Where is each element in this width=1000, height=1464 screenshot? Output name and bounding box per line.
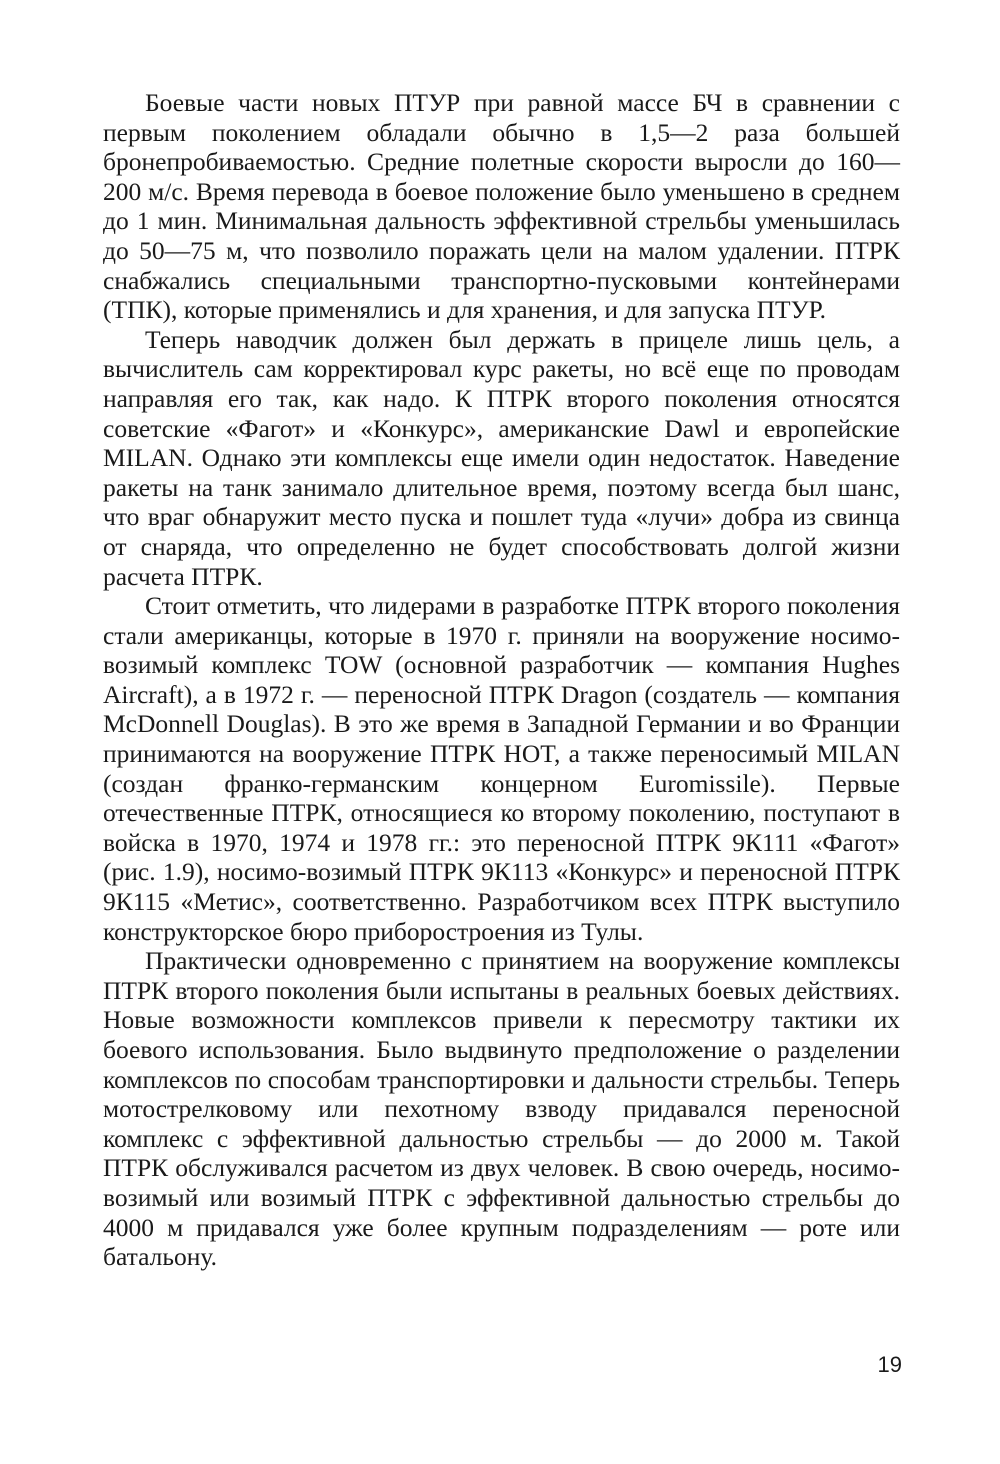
paragraph-3: Стоит отметить, что лидерами в разработке ПТРК второго поколения стали американцы, которые в 1970 г. приняли на вооружение носимо-возимый комплекс TOW (основной разработчик — компания Hughes Aircraft), а в 1972 г. — переносной ПТРК Dragon (создатель — компания McDonnell Douglas). В это же время в Западной Германии и во Франции принимаются на вооружение ПТРК HOT, а также переносимый MILAN (создан франко-германским концерном Euromissile). Первые отечественные ПТРК, относящиеся ко второму поколению, поступают в войска в 1970, 1974 и 1978 гг.: это переносной ПТРК 9К111 «Фагот» (рис. 1.9), носимо-возимый ПТРК 9К113 «Конкурс» и переносной ПТРК 9К115 «Метис», соответственно. Разработчиком всех ПТРК выступило конструкторское бюро приборостроения из Тулы. [103,591,900,946]
paragraph-4: Практически одновременно с принятием на вооружение комплексы ПТРК второго поколения были испытаны в реальных боевых действиях. Новые возможности комплексов привели к пересмотру тактики их боевого использования. Было выдвинуто предположение о разделении комплексов по способам транспортировки и дальности стрельбы. Теперь мотострелковому или пехотному взводу придавался переносной комплекс с эффективной дальностью стрельбы — до 2000 м. Такой ПТРК обслуживался расчетом из двух человек. В свою очередь, носимо-возимый или возимый ПТРК с эффективной дальностью стрельбы до 4000 м придавался уже более крупным подразделениям — роте или батальону. [103,946,900,1272]
page-number: 19 [877,1352,902,1377]
page-body [103,88,900,1272]
paragraph-2: Теперь наводчик должен был держать в прицеле лишь цель, а вычислитель сам корректировал курс ракеты, но всё еще по проводам направляя его так, как надо. К ПТРК второго поколения относятся советские «Фагот» и «Конкурс», американские Dawl и европейские MILAN. Однако эти комплексы еще имели один недостаток. Наведение ракеты на танк занимало длительное время, поэтому всегда был шанс, что враг обнаружит место пуска и пошлет туда «лучи» добра из свинца от снаряда, что определенно не будет способствовать долгой жизни расчета ПТРК. [103,324,900,591]
paragraph-1: Боевые части новых ПТУР при равной массе БЧ в сравнении с первым поколением обладали обычно в 1,5—2 раза большей бронепробиваемостью. Средние полетные скорости выросли до 160—200 м/с. Время перевода в боевое положение было уменьшено в среднем до 1 мин. Минимальная дальность эффективной стрельбы уменьшилась до 50—75 м, что позволило поражать цели на малом удалении. ПТРК снабжались специальными транспортно-пусковыми контейнерами (ТПК), которые применялись и для хранения, и для запуска ПТУР. [103,88,900,325]
